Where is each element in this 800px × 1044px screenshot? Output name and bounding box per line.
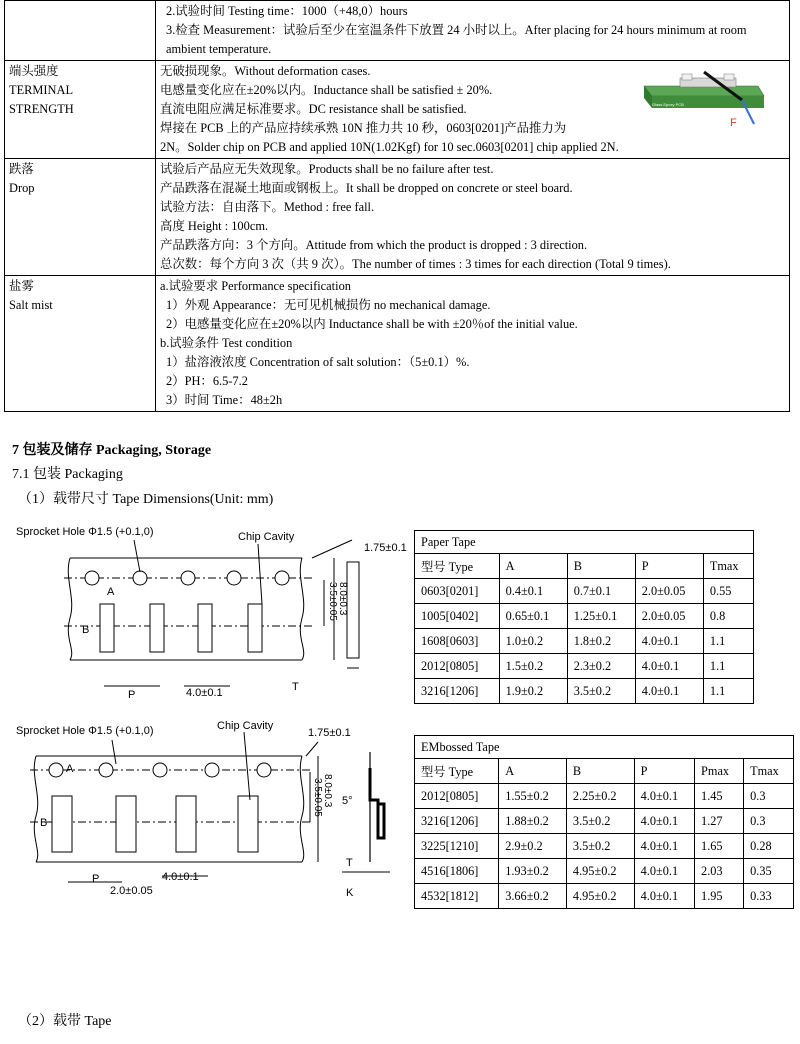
test-item-cell: [5, 61, 156, 159]
label-a: A: [107, 586, 115, 598]
table-cell: 0.8: [703, 604, 753, 629]
table-cell: 4.0±0.1: [634, 884, 694, 909]
spec-row: [5, 1, 790, 61]
reliability-spec-table: [4, 0, 790, 412]
test-item-cell: [5, 276, 156, 412]
spec-row: [5, 159, 790, 276]
table-cell: 2.0±0.05: [635, 604, 703, 629]
table-cell: 1.1: [703, 654, 753, 679]
dim-8-0: 8.0±0.3: [337, 582, 348, 616]
cavity-label: Chip Cavity: [217, 720, 274, 732]
table-cell: 3.66±0.2: [499, 884, 567, 909]
requirement-line: b.试验条件 Test condition: [160, 336, 293, 350]
requirement-line: 1）盐溶液浓度 Concentration of salt solution：（5±0.1）%.: [166, 355, 470, 369]
table-cell: 2.3±0.2: [567, 654, 635, 679]
dim-1-75: 1.75±0.1: [364, 542, 407, 554]
column-header: A: [499, 554, 567, 579]
table-cell: 4.95±0.2: [566, 884, 634, 909]
test-item-label: 跌落: [9, 162, 34, 176]
requirement-line: 产品跌落方向：3 个方向。Attitude from which the product is dropped : 3 direction.: [160, 238, 588, 252]
test-item-cell: [5, 159, 156, 276]
requirement-line: 总次数：每个方向 3 次（共 9 次）。The number of times : 3 times for each direction (Total 9 times).: [160, 257, 671, 271]
table-row: [415, 809, 794, 834]
dim-8-0: 8.0±0.3: [322, 774, 333, 808]
spec-row: [5, 276, 790, 412]
sprocket-hole: [99, 763, 113, 777]
requirement-cell: [156, 1, 790, 61]
table-cell: 1.5±0.2: [499, 654, 567, 679]
table-cell: 0.7±0.1: [567, 579, 635, 604]
table-cell: 3.5±0.2: [566, 809, 634, 834]
table-cell: 1608[0603]: [415, 629, 500, 654]
chip-cavity: [150, 604, 164, 652]
table-cell: 2.03: [695, 859, 744, 884]
pcb-board-top: [644, 86, 764, 96]
requirement-line: 3）时间 Time：48±2h: [166, 393, 283, 407]
table-cell: 1.8±0.2: [567, 629, 635, 654]
column-header: Pmax: [695, 759, 744, 784]
table-cell: 1.1: [703, 679, 753, 704]
requirement-line: 电感量变化应在±20%以内。Inductance shall be satisfied ± 20%.: [160, 83, 493, 97]
test-item-label: TERMINAL: [9, 83, 74, 97]
column-header: Tmax: [744, 759, 794, 784]
table-cell: 3.5±0.2: [567, 679, 635, 704]
chip-terminal: [682, 74, 692, 80]
requirement-line: 2）PH：6.5-7.2: [166, 374, 248, 388]
column-header: 型号 Type: [415, 759, 499, 784]
label-t: T: [292, 681, 299, 693]
requirement-line: 1）外观 Appearance：无可见机械损伤 no mechanical damage.: [166, 298, 491, 312]
table-caption: EMbossed Tape: [415, 736, 794, 759]
force-label: F: [730, 117, 737, 128]
requirement-line: 2）电感量变化应在±20%以内 Inductance shall be with ±20％of the initial value.: [166, 317, 578, 331]
label-angle: 5°: [342, 795, 353, 807]
table-row: [415, 629, 754, 654]
paper-tape-table: [414, 530, 754, 704]
table-cell: 4532[1812]: [415, 884, 499, 909]
requirement-line: 焊接在 PCB 上的产品应持续承熟 10N 推力共 10 秒，0603[0201]产品推力为: [160, 121, 567, 135]
table-row: [415, 884, 794, 909]
table-cell: 2012[0805]: [415, 784, 499, 809]
requirement-line: a.试验要求 Performance specification: [160, 279, 351, 293]
sprocket-hole: [85, 571, 99, 585]
label-p: P: [128, 689, 136, 701]
table-cell: 1.45: [695, 784, 744, 809]
paper-tape-drawing: [12, 518, 412, 708]
table-cell: 4.0±0.1: [635, 679, 703, 704]
section-7-heading: 7 包装及储存 Packaging, Storage: [12, 443, 212, 458]
label-k: K: [346, 887, 354, 899]
table-cell: 4516[1806]: [415, 859, 499, 884]
sprocket-hole: [227, 571, 241, 585]
table-cell: 1.65: [695, 834, 744, 859]
label-p: P: [92, 873, 100, 885]
dim-1-75: 1.75±0.1: [308, 727, 351, 739]
column-header: 型号 Type: [415, 554, 500, 579]
table-cell: 1005[0402]: [415, 604, 500, 629]
label-a: A: [66, 763, 74, 775]
test-item-label: 端头强度: [9, 64, 59, 78]
test-item-label: 盐雾: [9, 279, 34, 293]
test-item-label: Salt mist: [9, 298, 53, 312]
section-7-1-heading: 7.1 包装 Packaging: [12, 467, 123, 482]
chip-cavity: [116, 796, 136, 852]
table-row: [415, 579, 754, 604]
sprocket-hole: [181, 571, 195, 585]
terminal-strength-illustration: [638, 66, 766, 128]
table-cell: 3.5±0.2: [566, 834, 634, 859]
table-cell: 1.0±0.2: [499, 629, 567, 654]
table-cell: 2.0±0.05: [635, 579, 703, 604]
chip-cavity: [52, 796, 72, 852]
table-cell: 1.95: [695, 884, 744, 909]
table-cell: 4.0±0.1: [634, 859, 694, 884]
column-header: P: [634, 759, 694, 784]
chip-terminal: [724, 74, 734, 80]
sprocket-hole: [133, 571, 147, 585]
requirement-line: 高度 Height : 100cm.: [160, 219, 269, 233]
requirement-line: 2N。Solder chip on PCB and applied 10N(1.02Kgf) for 10 sec.0603[0201] chip applied 2N.: [160, 140, 619, 154]
embossed-tape-drawing: [12, 712, 412, 902]
table-cell: 0.4±0.1: [499, 579, 567, 604]
table-cell: 4.0±0.1: [634, 809, 694, 834]
column-header: B: [566, 759, 634, 784]
requirement-cell: [156, 276, 790, 412]
sprocket-label: Sprocket Hole Φ1.5 (+0.1,0): [16, 526, 154, 538]
table-cell: 4.95±0.2: [566, 859, 634, 884]
embossed-tape-table: [414, 735, 794, 909]
table-row: [415, 679, 754, 704]
dim-2-0: 2.0±0.05: [110, 885, 153, 897]
test-item-cell: [5, 1, 156, 61]
table-row: [415, 859, 794, 884]
table-cell: 3216[1206]: [415, 679, 500, 704]
test-item-label: Drop: [9, 181, 35, 195]
dim-4-0: 4.0±0.1: [162, 871, 199, 883]
table-cell: 0.28: [744, 834, 794, 859]
chip-cavity: [100, 604, 114, 652]
chip-cavity: [248, 604, 262, 652]
label-t: T: [346, 857, 353, 869]
table-cell: 1.9±0.2: [499, 679, 567, 704]
table-row: [415, 654, 754, 679]
chip-cavity: [198, 604, 212, 652]
table-cell: 3216[1206]: [415, 809, 499, 834]
table-cell: 1.93±0.2: [499, 859, 567, 884]
column-header: B: [567, 554, 635, 579]
column-header: A: [499, 759, 567, 784]
dim-4-0: 4.0±0.1: [186, 687, 223, 699]
requirement-line: 试验方法：自由落下。Method : free fall.: [160, 200, 375, 214]
test-item-label: STRENGTH: [9, 102, 74, 116]
table-row: [415, 834, 794, 859]
table-cell: 0.3: [744, 809, 794, 834]
requirement-cell: [156, 159, 790, 276]
table-cell: 0.55: [703, 579, 753, 604]
table-cell: 4.0±0.1: [635, 654, 703, 679]
requirement-line: 产品跌落在混凝土地面或钢板上。It shall be dropped on concrete or steel board.: [160, 181, 573, 195]
cavity-label: Chip Cavity: [238, 531, 295, 543]
dim-3-5: 3.5±0.05: [312, 778, 323, 817]
table-cell: 1.25±0.1: [567, 604, 635, 629]
label-b: B: [40, 817, 48, 829]
table-cell: 0.3: [744, 784, 794, 809]
table-cell: 2.9±0.2: [499, 834, 567, 859]
table-caption: Paper Tape: [415, 531, 754, 554]
requirement-line: 无破损现象。Without deformation cases.: [160, 64, 371, 78]
requirement-line: 试验后产品应无失效现象。Products shall be no failure after test.: [160, 162, 494, 176]
table-cell: 2.25±0.2: [566, 784, 634, 809]
table-cell: 4.0±0.1: [634, 834, 694, 859]
chip-cavity: [176, 796, 196, 852]
table-cell: 1.55±0.2: [499, 784, 567, 809]
tape-heading: （2）载带 Tape: [18, 1014, 112, 1029]
requirement-line: 2.试验时间 Testing time：1000（+48,0）hours: [166, 4, 408, 18]
table-row: [415, 604, 754, 629]
tape-dimensions-heading: （1）载带尺寸 Tape Dimensions(Unit: mm): [18, 492, 274, 507]
sprocket-hole: [275, 571, 289, 585]
requirement-line: 3.检查 Measurement：试验后至少在室温条件下放置 24 小时以上。After placing for 24 hours minimum at room ambient temperature.: [166, 23, 747, 56]
table-cell: 0.65±0.1: [499, 604, 567, 629]
table-cell: 2012[0805]: [415, 654, 500, 679]
table-cell: 3225[1210]: [415, 834, 499, 859]
sprocket-label: Sprocket Hole Φ1.5 (+0.1,0): [16, 725, 154, 737]
table-cell: 1.88±0.2: [499, 809, 567, 834]
table-cell: 1.1: [703, 629, 753, 654]
chip-cavity: [238, 796, 258, 852]
column-header: Tmax: [703, 554, 753, 579]
table-row: [415, 784, 794, 809]
column-header: P: [635, 554, 703, 579]
table-cell: 4.0±0.1: [634, 784, 694, 809]
sprocket-hole: [49, 763, 63, 777]
table-cell: 0.33: [744, 884, 794, 909]
table-cell: 1.27: [695, 809, 744, 834]
table-cell: 4.0±0.1: [635, 629, 703, 654]
label-b: B: [82, 624, 90, 636]
pcb-label: Glass Epoxy PCB: [652, 102, 684, 107]
sprocket-hole: [257, 763, 271, 777]
requirement-line: 直流电阻应满足标准要求。DC resistance shall be satisfied.: [160, 102, 467, 116]
sprocket-hole: [153, 763, 167, 777]
table-cell: 0.35: [744, 859, 794, 884]
dim-3-5: 3.5±0.05: [327, 582, 338, 621]
sprocket-hole: [205, 763, 219, 777]
table-cell: 0603[0201]: [415, 579, 500, 604]
